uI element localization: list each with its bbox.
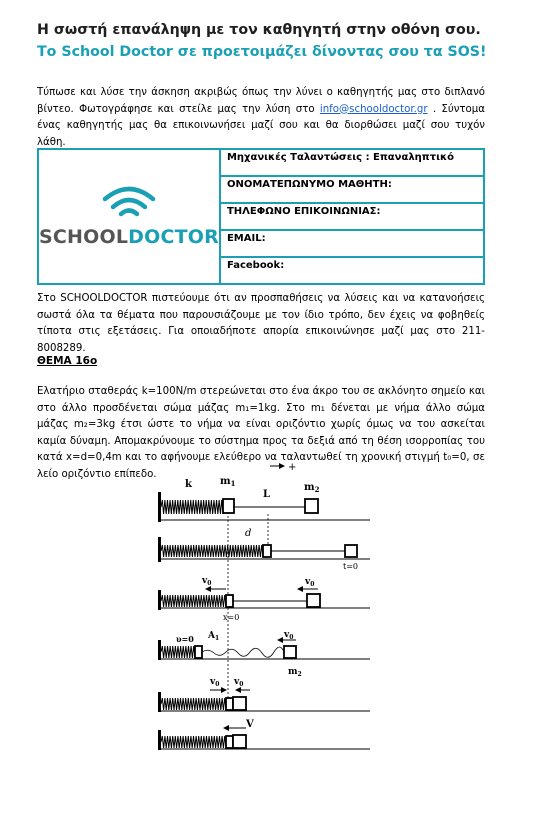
spring-coil [161, 698, 226, 710]
header-line-2: Το School Doctor σε προετοιμάζει δίνοντας σου τα SOS! [37, 44, 487, 60]
row-1-equilibrium [158, 462, 370, 522]
svg-text:k: k [185, 479, 192, 490]
row-5-collision [158, 677, 370, 712]
spring-coil [161, 500, 223, 514]
svg-text:v0: $v_0$ [305, 577, 315, 588]
theme-title: ΘΕΜΑ 16ο [37, 355, 98, 367]
svg-text:v0: $v_0$ [202, 576, 212, 587]
row-4-amplitude [158, 630, 370, 678]
intro-paragraph [37, 85, 485, 151]
svg-text:m2: $m_2$ [304, 482, 320, 494]
svg-text:v0: $v_0$ [210, 677, 220, 688]
form-row-student-name[interactable]: ΟΝΟΜΑΤΕΠΩΝΥΜΟ ΜΑΘΗΤΗ: [220, 176, 484, 203]
svg-text:m2: $m_2$ [288, 667, 302, 678]
spring-coil [161, 545, 263, 557]
physics-figure [150, 462, 380, 752]
row-6-combined [158, 719, 370, 750]
svg-text:v0: $v_0$ [284, 630, 294, 641]
svg-text:d: d [245, 528, 252, 539]
svg-text:+: + [288, 462, 297, 473]
form-row-phone[interactable]: ΤΗΛΕΦΩΝΟ ΕΠΙΚΟΙΝΩΝΙΑΣ: [220, 203, 484, 230]
form-row-email[interactable]: EMAIL: [220, 230, 484, 257]
form-row-facebook[interactable]: Facebook: [220, 257, 484, 284]
intro-text-before: Τύπωσε και λύσε την άσκηση ακριβώς όπως την λύνει ο καθηγητής μας στο διπλανό βίντεο. Φωτογράφησε και στείλε μας την λύση στο [37, 87, 485, 115]
wifi-logo-icon [99, 185, 159, 221]
logo-wordmark: SCHOOLDOCTOR [39, 226, 219, 248]
intro-text-after: . Σύντομα ένας καθηγητής μας θα επικοινωνήσει μαζί σου και θα διορθώσει μαζί σου τυχόν λάθη. [37, 103, 485, 148]
row-2-displaced [158, 528, 370, 571]
svg-text:υ=0: υ=0 [176, 634, 194, 644]
form-row-topic: Μηχανικές Ταλαντώσεις : Επαναληπτικό [220, 149, 484, 176]
svg-text:x=0: x=0 [223, 613, 240, 622]
svg-text:V: V [246, 719, 254, 730]
spring-coil [161, 595, 226, 607]
svg-text:m1: $m_1$ [220, 476, 236, 488]
svg-text:v0: $v_0$ [234, 677, 244, 688]
logo-cell [38, 149, 220, 284]
header-line-1: Η σωστή επανάληψη με τον καθηγητή στην οθόνη σου. [37, 22, 481, 38]
row-3-equilibrium-pass [158, 576, 370, 622]
spring-coil [161, 736, 226, 748]
spring-coil [161, 646, 195, 658]
student-info-form [37, 148, 485, 285]
email-link[interactable]: info@schooldoctor.gr [319, 103, 428, 115]
svg-text:A1: $A_1$ [208, 631, 220, 642]
svg-text:t=0: t=0 [343, 562, 359, 571]
info-paragraph: Στο SCHOOLDOCTOR πιστεύουμε ότι αν προσπαθήσεις να λύσεις και να κατανοήσεις σωστά όλα τα θέματα που παρουσιάζουμε με τον ίδιο τρόπο, δεν έχεις να φοβηθείς τίποτα στις εξετάσεις. Για οποιαδήποτε απορία επικοινώνησε μαζί μας στο 211-8008289. [37, 293, 485, 354]
svg-text:L: L [263, 489, 271, 500]
problem-statement: Ελατήριο σταθεράς k=100N/m στερεώνεται στο ένα άκρο του σε ακλόνητο σημείο και στο άλλο προσδένεται σώμα μάζας m₁=1kg. Στο m₁ δένεται με νήμα άλλο σώμα μάζας m₂=3kg έτσι ώστε το νήμα να είναι οριζόντιο χωρίς όμως να του ασκείται καμία δύναμη. Απομακρύνουμε το σύστημα προς τα δεξιά από τη θέση ισορροπίας του κατά x=d=0,4m και το αφήνουμε ελεύθερο να ταλαντωθεί τη χρονική στιγμή t₀=0, σε λείο οριζόντιο επίπεδο. [37, 386, 485, 480]
